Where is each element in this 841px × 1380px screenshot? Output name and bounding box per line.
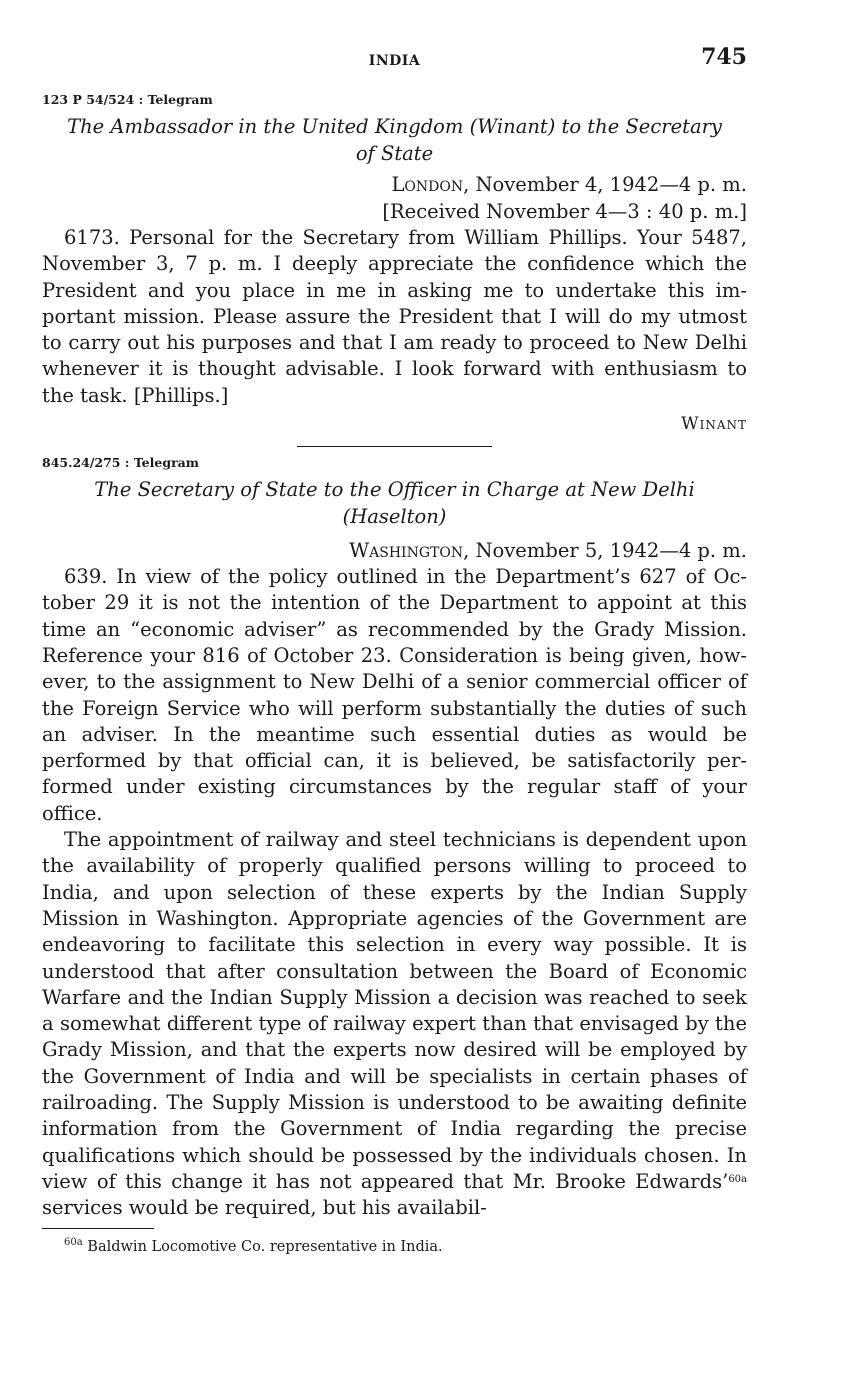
dateline-date-2: , November 5, 1942—4 p. m. bbox=[463, 539, 747, 563]
footnote-text: Baldwin Locomotive Co. representative in India. bbox=[82, 1238, 443, 1255]
page-number: 745 bbox=[701, 44, 747, 70]
signature: Winant bbox=[681, 414, 747, 435]
received-line: [Received November 4—3 : 40 p. m.] bbox=[382, 200, 747, 223]
footnote-marker: 60a bbox=[64, 1236, 83, 1248]
dateline-2 bbox=[42, 537, 747, 564]
file-reference-1: 123 P 54/524 : Telegram bbox=[42, 92, 213, 107]
dateline-place-2: Washington bbox=[349, 539, 464, 563]
footnote-rule bbox=[42, 1228, 154, 1229]
dateline-1 bbox=[42, 171, 747, 198]
document-page bbox=[42, 44, 747, 1257]
telegram-paragraph-2: 639. In view of the policy outlined in the Department’s 627 of October 29 it is not the intention of the Department to appoint at this time an “economic adviser” as recommended by the Grady Mission. Reference your 816 of October 23. Consideration is being given, however, to the assignment to New Delhi of a senior commercial officer of the Foreign Service who will perform substantially the duties of such an adviser. In the meantime such essential duties as would be performed by that official can, it is believed, be satisfactorily performed under existing circumstances by the regular staff of your office. bbox=[42, 565, 747, 825]
dateline-place-1: London bbox=[391, 173, 464, 196]
file-reference-2: 845.24/275 : Telegram bbox=[42, 455, 199, 471]
document-title-2: The Secretary of State to the Officer in Charge at New Delhi (Haselton) bbox=[94, 478, 695, 529]
footnote-reference: 60a bbox=[728, 1173, 747, 1185]
telegram-paragraph-3 bbox=[42, 827, 747, 1221]
section-divider bbox=[297, 446, 492, 447]
footnote bbox=[42, 1237, 747, 1257]
running-head bbox=[42, 44, 747, 78]
document-title-1: The Ambassador in the United Kingdom (Winant) to the Secretary of State bbox=[67, 115, 722, 165]
paragraph-3-text: The appointment of railway and steel technicians is dependent upon the availability of properly qualified persons willing to proceed to India, and upon selection of these experts by the Indian Supply Mission in Washington. Appropriate agencies of the Government are endeavoring to facilitate this selection in every way possible. It is understood that after consultation between the Board of Economic Warfare and the Indian Supply Mission a decision was reached to seek a somewhat different type of railway expert than that envisaged by the Grady Mission, and that the experts now desired will be employed by the Government of India and will be specialists in certain phases of railroading. The Supply Mission is understood to be awaiting definite information from the Government of India regarding the precise qualifications which should be possessed by the individuals chosen. In view of this change it has not appeared that Mr. Brooke Edwards’ bbox=[42, 828, 747, 1193]
telegram-paragraph-1: 6173. Personal for the Secretary from William Phillips. Your 5487, November 3, 7 p. m. I deeply appreciate the confidence which the President and you place in me in asking me to undertake this important mission. Please assure the President that I will do my utmost to carry out his purposes and that I am ready to proceed to New Delhi whenever it is thought advisable. I look forward with enthusiasm to the task. [Phillips.] bbox=[42, 226, 747, 407]
running-title: INDIA bbox=[368, 53, 421, 69]
paragraph-3-continuation: services would be required, but his availabil- bbox=[42, 1196, 487, 1220]
dateline-date-1: , November 4, 1942—4 p. m. bbox=[463, 173, 747, 196]
